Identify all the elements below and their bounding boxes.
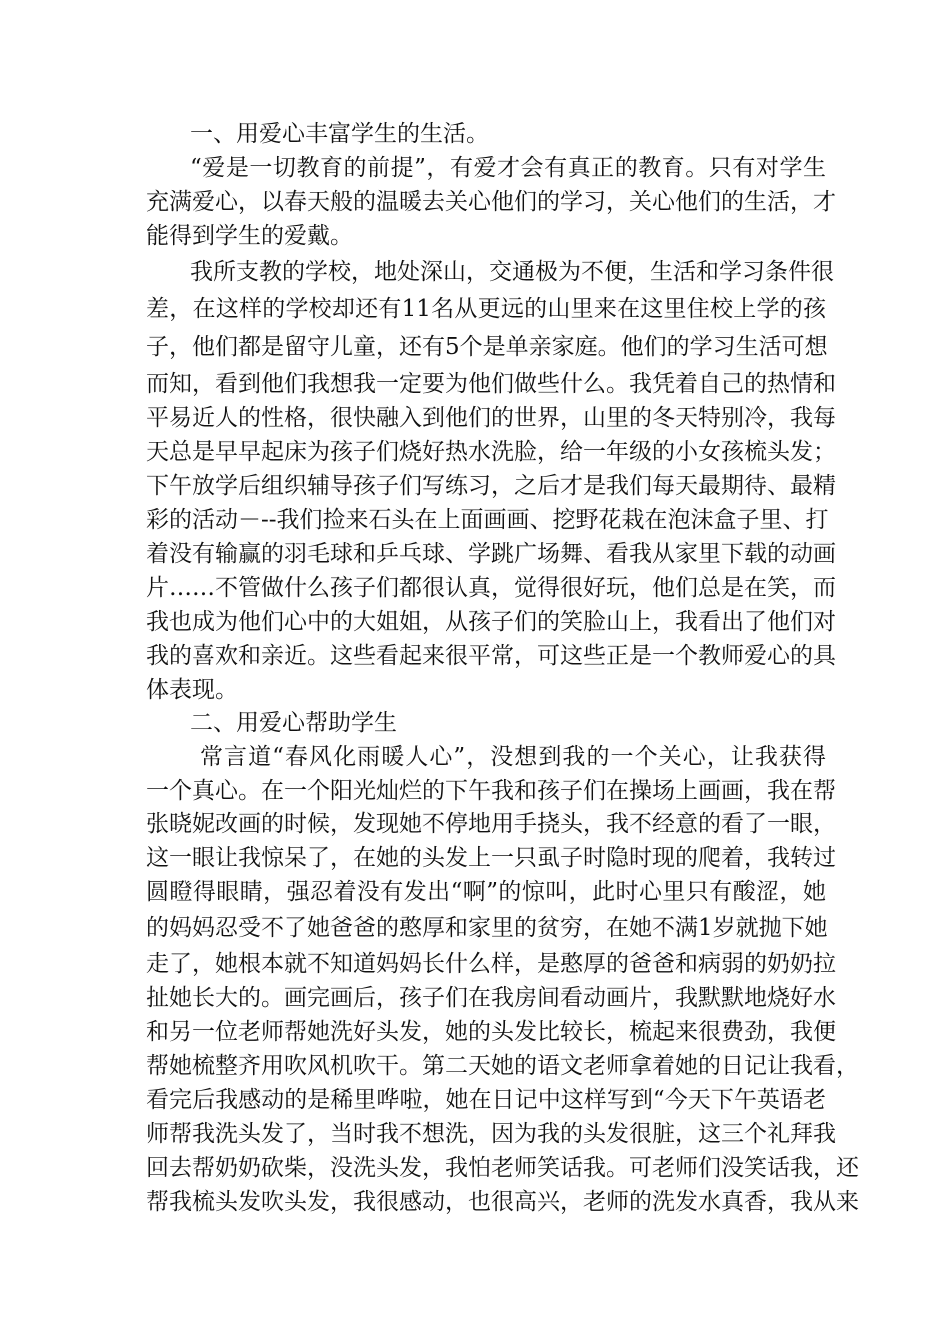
- paragraph-line: 我也成为他们心中的大姐姐，从孩子们的笑脸山上，我看出了他们对: [146, 609, 836, 635]
- paragraph-line: 看完后我感动的是稀里哗啦，她在日记中这样写到“今天下午英语老: [146, 1087, 826, 1113]
- section-heading: 一、用爱心丰富学生的生活。: [190, 121, 489, 147]
- paragraph-line: 回去帮奶奶砍柴，没洗头发，我怕老师笑话我。可老师们没笑话我，还: [146, 1155, 859, 1181]
- paragraph-line: 我所支教的学校，地处深山，交通极为不便，生活和学习条件很: [190, 259, 834, 285]
- paragraph-line: 师帮我洗头发了，当时我不想洗，因为我的头发很脏，这三个礼拜我: [146, 1121, 836, 1147]
- paragraph-line: 圆瞪得眼睛，强忍着没有发出“啊”的惊叫，此时心里只有酸涩，她: [146, 879, 826, 905]
- paragraph-line: 平易近人的性格，很快融入到他们的世界，山里的冬天特别冷，我每: [146, 405, 836, 431]
- paragraph-line: 扯她长大的。画完画后，孩子们在我房间看动画片，我默默地烧好水: [146, 985, 836, 1011]
- paragraph-line: 和另一位老师帮她洗好头发，她的头发比较长，梳起来很费劲，我便: [146, 1019, 836, 1045]
- paragraph-line: 体表现。: [146, 677, 238, 703]
- paragraph-line: 下午放学后组织辅导孩子们写练习，之后才是我们每天最期待、最精: [146, 473, 836, 499]
- paragraph-line: 常言道“春风化雨暖人心”，没想到我的一个关心，让我获得: [200, 744, 826, 770]
- paragraph-line: 的妈妈忍受不了她爸爸的憨厚和家里的贫穷，在她不满1岁就抛下她: [146, 915, 828, 941]
- paragraph-line: 张晓妮改画的时候，发现她不停地用手挠头，我不经意的看了一眼，: [146, 811, 836, 837]
- paragraph-line: “爱是一切教育的前提”，有爱才会有真正的教育。只有对学生: [190, 155, 826, 181]
- paragraph-line: 差，在这样的学校却还有11名从更远的山里来在这里住校上学的孩: [146, 296, 826, 322]
- paragraph-line: 这一眼让我惊呆了，在她的头发上一只虱子时隐时现的爬着，我转过: [146, 845, 836, 871]
- paragraph-line: 着没有输赢的羽毛球和乒乓球、学跳广场舞、看我从家里下载的动画: [146, 541, 836, 567]
- section-heading: 二、用爱心帮助学生: [190, 710, 397, 736]
- paragraph-line: 充满爱心，以春天般的温暖去关心他们的学习，关心他们的生活，才: [146, 189, 836, 215]
- paragraph-line: 我的喜欢和亲近。这些看起来很平常，可这些正是一个教师爱心的具: [146, 643, 836, 669]
- paragraph-line: 片……不管做什么孩子们都很认真，觉得很好玩，他们总是在笑，而: [146, 575, 836, 601]
- paragraph-line: 彩的活动－--我们捡来石头在上面画画、挖野花栽在泡沫盒子里、打: [146, 507, 829, 533]
- paragraph-line: 而知，看到他们我想我一定要为他们做些什么。我凭着自己的热情和: [146, 371, 836, 397]
- paragraph-line: 帮我梳头发吹头发，我很感动，也很高兴，老师的洗发水真香，我从来: [146, 1189, 859, 1215]
- paragraph-line: 一个真心。在一个阳光灿烂的下午我和孩子们在操场上画画，我在帮: [146, 778, 836, 804]
- paragraph-line: 帮她梳整齐用吹风机吹干。第二天她的语文老师拿着她的日记让我看，: [146, 1053, 859, 1079]
- paragraph-line: 能得到学生的爱戴。: [146, 223, 353, 249]
- paragraph-line: 子，他们都是留守儿童，还有5个是单亲家庭。他们的学习生活可想: [146, 334, 828, 360]
- paragraph-line: 天总是早早起床为孩子们烧好热水洗脸，给一年级的小女孩梳头发；: [146, 439, 836, 465]
- paragraph-line: 走了，她根本就不知道妈妈长什么样，是憨厚的爸爸和病弱的奶奶拉: [146, 951, 836, 977]
